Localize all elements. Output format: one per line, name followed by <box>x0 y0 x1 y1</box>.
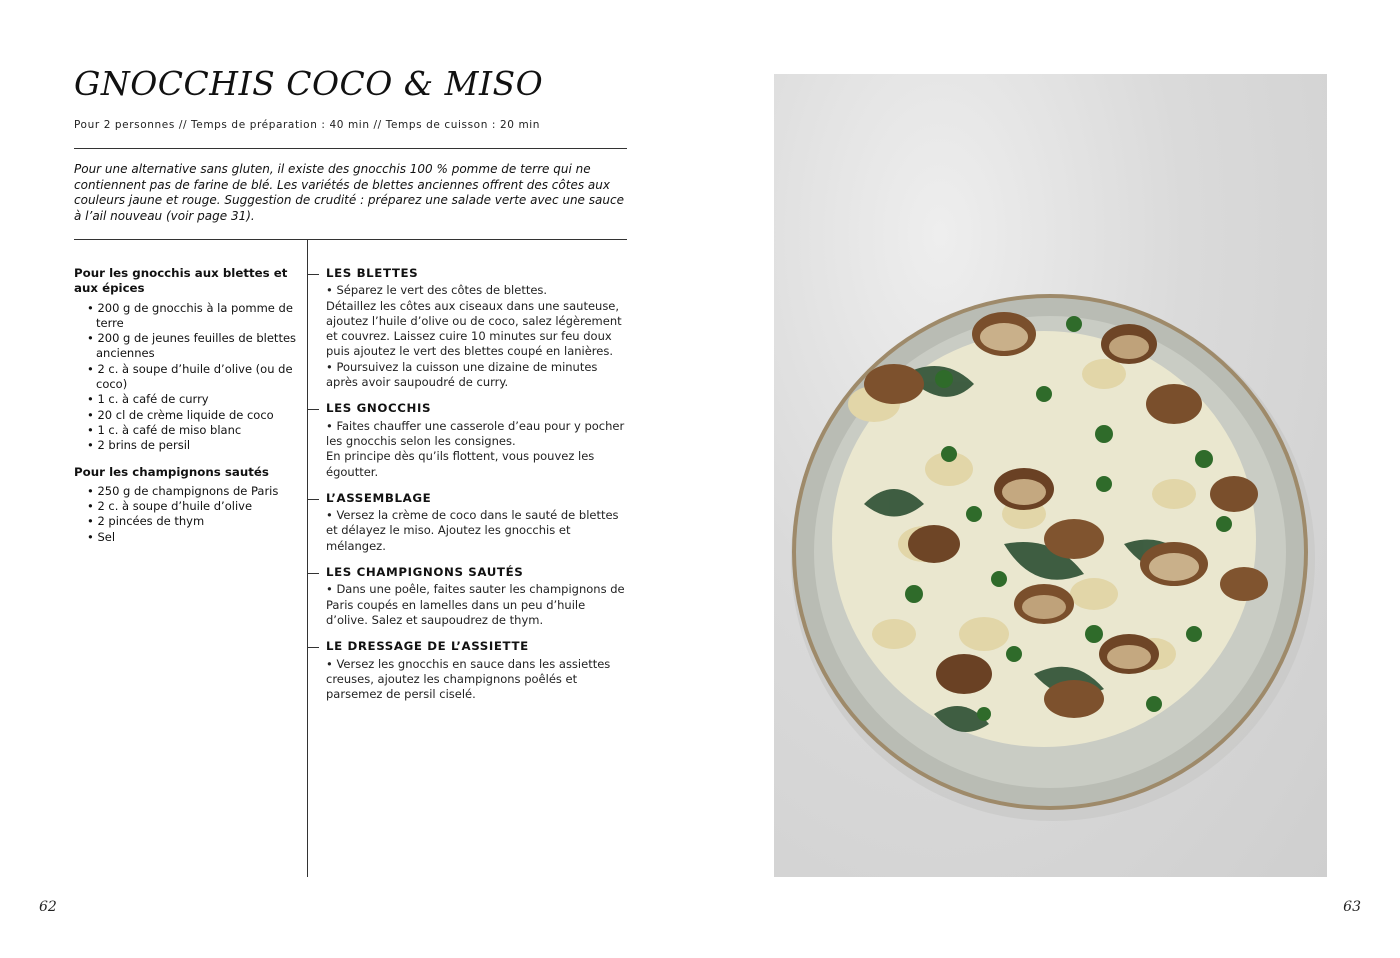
step-tick <box>307 647 319 648</box>
ingredients-column <box>74 266 299 556</box>
intro-text: Pour une alternative sans gluten, il existe des gnocchis 100 % pomme de terre qui ne contiennent pas de farine de blé. Les variétés de blettes anciennes offrent des côtes aux couleurs jaune et rouge. Suggestion de crudité : préparez une salade verte avec une sauce à l’ail nouveau (voir page 31). <box>74 162 624 223</box>
divider-bottom <box>74 239 627 240</box>
step-tick <box>307 274 319 275</box>
steps-column <box>307 266 627 713</box>
ingredient-group-heading: Pour les champignons sautés <box>74 464 269 479</box>
step-blettes <box>307 266 627 390</box>
dish-photo <box>774 74 1327 877</box>
step-dressage <box>307 639 627 702</box>
step-heading: LE DRESSAGE DE L’ASSIETTE <box>326 639 529 654</box>
ingredient-item: • 200 g de gnocchis à la pomme de terre <box>74 301 299 332</box>
ingredient-item: • 1 c. à café de miso blanc <box>74 423 299 438</box>
ingredient-item: • 20 cl de crème liquide de coco <box>74 408 299 423</box>
recipe-title: GNOCCHIS COCO & MISO <box>74 64 544 103</box>
ingredient-item: • 2 c. à soupe d’huile d’olive (ou de coco) <box>74 362 299 393</box>
step-body: • Séparez le vert des côtes de blettes. Détaillez les côtes aux ciseaux dans une sauteuse, ajoutez l’huile d’olive ou de coco, salez légèrement et couvrez. Laissez cuire 10 minutes sur feu doux puis ajoutez le vert des blettes coupé en lanières. • Poursuivez la cuisson une dizaine de minutes après avoir saupoudré de curry. <box>326 283 622 390</box>
step-heading: L’ASSEMBLAGE <box>326 490 432 505</box>
ingredient-group-heading: Pour les gnocchis aux blettes et aux épices <box>74 266 288 296</box>
right-page <box>700 0 1400 958</box>
divider-top <box>74 148 627 149</box>
step-tick <box>307 409 319 410</box>
step-body: • Dans une poêle, faites sauter les champignons de Paris coupés en lamelles dans un peu d’huile d’olive. Salez et saupoudrez de thym. <box>326 582 625 627</box>
recipe-intro <box>74 162 624 224</box>
ingredient-item: • 2 brins de persil <box>74 438 299 453</box>
ingredient-item: • Sel <box>74 530 299 545</box>
step-heading: LES CHAMPIGNONS SAUTÉS <box>326 565 524 580</box>
page-number-right: 63 <box>1343 899 1361 915</box>
ingredient-item: • 200 g de jeunes feuilles de blettes anciennes <box>74 331 299 362</box>
ingredient-group-champignons <box>74 465 299 545</box>
ingredient-item: • 1 c. à café de curry <box>74 392 299 407</box>
step-body: • Faites chauffer une casserole d’eau pour y pocher les gnocchis selon les consignes. En principe dès qu’ils flottent, vous pouvez les égoutter. <box>326 418 625 479</box>
step-champignons <box>307 565 627 628</box>
step-tick <box>307 573 319 574</box>
dish-illustration <box>774 74 1327 877</box>
step-assemblage <box>307 491 627 554</box>
step-gnocchis <box>307 401 627 479</box>
ingredient-list <box>74 484 299 545</box>
step-heading: LES GNOCCHIS <box>326 401 432 416</box>
page-number-left: 62 <box>39 899 57 915</box>
ingredient-list <box>74 301 299 454</box>
step-body: • Versez les gnocchis en sauce dans les assiettes creuses, ajoutez les champignons poêlés et parsemez de persil ciselé. <box>326 656 611 702</box>
ingredient-item: • 2 c. à soupe d’huile d’olive <box>74 499 299 514</box>
ingredient-group-gnocchis <box>74 266 299 454</box>
recipe-meta: Pour 2 personnes // Temps de préparation : 40 min // Temps de cuisson : 20 min <box>74 119 541 131</box>
ingredient-item: • 2 pincées de thym <box>74 514 299 529</box>
ingredient-item: • 250 g de champignons de Paris <box>74 484 299 499</box>
step-body: • Versez la crème de coco dans le sauté de blettes et délayez le miso. Ajoutez les gnocchis et mélangez. <box>326 508 619 553</box>
step-tick <box>307 499 319 500</box>
step-heading: LES BLETTES <box>326 266 419 280</box>
